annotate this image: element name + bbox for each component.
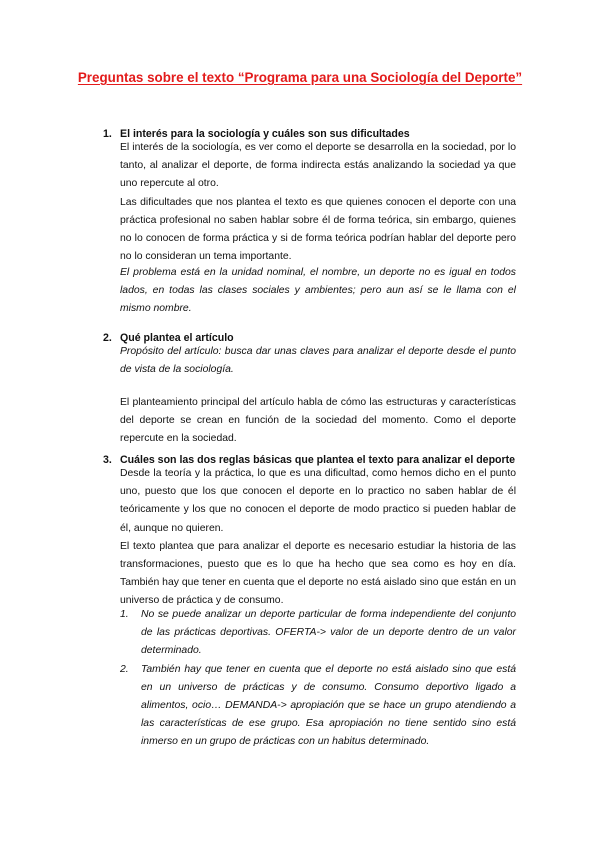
section-2-title: Qué plantea el artículo	[120, 332, 234, 344]
section-3-paragraph: El texto plantea que para analizar el deporte es necesario estudiar la historia de las transformaciones, puesto que es lo que ha hecho que sea como es hoy en día. También hay que tener en cuenta que el deporte no está aislado sino que están en un universo de práctica y de consumo.	[120, 540, 516, 607]
section-1-italic-paragraph: El problema está en la unidad nominal, el nombre, un deporte no es igual en todos lados, en todas las clases sociales y ambientes; pero aun así se le llama con el mismo nombre.	[120, 267, 516, 315]
section-2-purpose: Propósito del artículo: busca dar unas claves para analizar el deporte desde el punto de vista de la sociología.	[120, 346, 516, 376]
section-3-sub-list	[120, 606, 516, 752]
section-3-body	[120, 465, 516, 611]
document-title: Preguntas sobre el texto “Programa para una Sociología del Deporte”	[77, 70, 523, 85]
section-1-paragraph: El interés de la sociología, es ver como el deporte se desarrolla en la sociedad, por lo tanto, al analizar el deporte, de forma indirecta estás analizando la sociedad ya que uno repercute al otro.	[120, 142, 516, 190]
section-3-number: 3.	[103, 454, 112, 466]
section-1-title: El interés para la sociología y cuáles son sus dificultades	[120, 128, 410, 140]
section-2-number: 2.	[103, 332, 112, 344]
sub-item-number: 1.	[120, 609, 129, 620]
section-2-body	[120, 343, 516, 379]
sub-item-text: También hay que tener en cuenta que el deporte no está aislado sino que está en un universo de prácticas y de consumo. Consumo deportivo ligado a alimentos, ocio… DEMANDA-> apropiación que se hace un grupo atendiendo a las características de ese grupo. Esa apropiación no tiene sentido sino está inmerso en un grupo de prácticas con un habitus determinado.	[141, 663, 516, 748]
section-1-paragraph: Las dificultades que nos plantea el texto es que quienes conocen el deporte con una práctica profesional no saben hablar sobre él de forma teórica, sin embargo, quienes no lo conocen de forma práctica y si de forma teórica podrían hablar del deporte pero no lo consideran un tema importante.	[120, 196, 516, 263]
section-1-note	[120, 264, 516, 319]
section-2-body-2	[120, 394, 516, 449]
list-item	[120, 606, 516, 661]
list-item	[120, 661, 516, 752]
section-3-paragraph: Desde la teoría y la práctica, lo que es una dificultad, como hemos dicho en el punto uno, puesto que los que conocen el deporte en lo practico no saben hablar de él teóricamente y los que no conocen el deporte de modo practico si pueden hablar de él, aunque no quieren.	[120, 468, 516, 534]
sub-item-text: No se puede analizar un deporte particular de forma independiente del conjunto de las prácticas deportivas. OFERTA-> valor de un deporte dentro de un valor determinado.	[141, 609, 516, 657]
section-1-body	[120, 139, 516, 266]
section-3-title: Cuáles son las dos reglas básicas que plantea el texto para analizar el deporte	[120, 454, 516, 466]
section-1-number: 1.	[103, 128, 112, 140]
section-2-paragraph: El planteamiento principal del artículo habla de cómo las estructuras y características del deporte se crean en función de la sociedad del momento. Como el deporte repercute en la sociedad.	[120, 397, 516, 445]
sub-item-number: 2.	[120, 663, 129, 675]
